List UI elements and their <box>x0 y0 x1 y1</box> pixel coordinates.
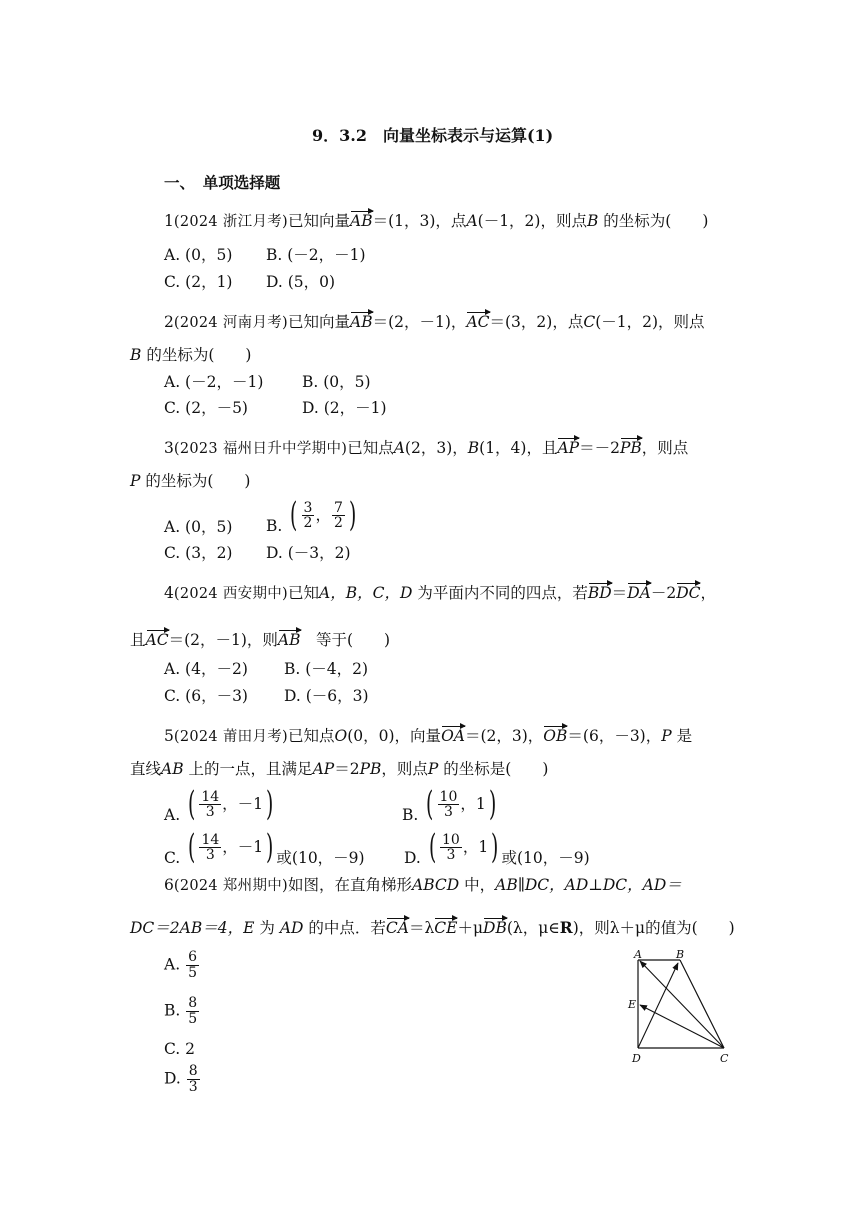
question-text: 的坐标是( ) <box>443 760 549 778</box>
right-bracket: ) <box>266 784 274 825</box>
option-label: D. <box>404 849 421 867</box>
fraction: $\frac{10}{3}$ <box>439 788 458 821</box>
question-text: (－1，2)，则点 <box>477 212 587 230</box>
fraction: $\frac{14}{3}$ <box>201 831 220 864</box>
question-text: 等于( ) <box>300 631 391 649</box>
option-d: D. (2，－1) <box>302 399 387 417</box>
question-text: ，则点 <box>381 760 428 778</box>
option-label: B. <box>266 517 283 535</box>
vector-ap: AP <box>557 439 580 457</box>
question-text: 是 <box>676 727 693 745</box>
vector-da: DA <box>627 584 651 602</box>
left-bracket: ( <box>428 827 437 868</box>
option-label: B. <box>402 806 419 824</box>
question-2 <box>164 315 705 331</box>
option-a: A. (0，5) <box>164 246 233 264</box>
option-a: A. (0，5) <box>164 518 233 536</box>
option-b: B. (0，5) <box>302 373 371 391</box>
point-label: B <box>130 346 142 364</box>
vector-ob: OB <box>543 727 568 745</box>
question-number: 6 <box>164 876 174 894</box>
page-title: 9．3.2 向量坐标表示与运算(1) <box>312 126 554 145</box>
fraction: $\frac{8}{3}$ <box>188 1063 198 1095</box>
question-6-line-2 <box>130 920 735 937</box>
vector-pb: PB <box>619 439 642 457</box>
vector-ce: CE <box>434 919 458 937</box>
coordinate-rest: ，－1 <box>222 795 264 813</box>
fraction: $\frac{3}{2}$ <box>303 499 313 532</box>
question-text: ＝(2，3)， <box>464 727 544 745</box>
vector-db-line <box>638 963 678 1048</box>
coordinate-rest: ，1 <box>460 795 486 813</box>
question-source: (2024 浙江月考) <box>173 214 288 230</box>
option-a <box>164 950 200 980</box>
coordinate-rest: ，－1 <box>222 838 264 856</box>
point-label: B <box>586 212 599 230</box>
question-text: (2，3)， <box>404 439 468 457</box>
question-3-line-2 <box>130 474 250 490</box>
left-bracket: ( <box>290 495 298 536</box>
question-text: ，则点 <box>641 439 689 457</box>
left-bracket: ( <box>426 784 434 825</box>
trapezoid-figure <box>620 948 760 1068</box>
point-label: P <box>427 760 439 778</box>
label-a: A <box>634 948 642 961</box>
coordinate <box>423 784 499 825</box>
vector-ab: AB <box>277 631 301 649</box>
operator: －2 <box>650 584 677 602</box>
question-text: ＝(1，3)，点 <box>372 212 467 230</box>
point-list: A，B，C，D <box>319 584 413 602</box>
fraction-pair <box>287 495 359 536</box>
segment-label: AP <box>312 760 335 778</box>
question-2-line-2 <box>130 348 251 364</box>
option-c: C. (3，2) <box>164 544 233 562</box>
question-text: 的坐标为( ) <box>145 472 251 490</box>
right-bracket: ) <box>348 495 357 536</box>
vector-ac: AC <box>466 313 490 331</box>
question-text: 且 <box>130 631 146 649</box>
option-label: D. <box>164 1069 181 1088</box>
shape-label: ABCD <box>412 876 460 894</box>
question-1 <box>164 214 708 230</box>
question-text: ＝－2 <box>579 439 620 457</box>
question-text: 如图，在直角梯形 <box>288 876 413 894</box>
option-alt: 或(10，－9) <box>501 849 590 867</box>
question-text: 的坐标为( ) <box>603 212 709 230</box>
question-text: )，则λ＋μ的值为( ) <box>572 919 735 937</box>
option-d <box>164 1064 201 1094</box>
option-d: D. (5，0) <box>266 273 336 291</box>
option-b: B. (－2，－1) <box>266 246 366 264</box>
point-label: P <box>661 727 672 745</box>
question-text: ＝(2，－1)，则 <box>168 631 278 649</box>
fraction: $\frac{14}{3}$ <box>201 788 220 821</box>
point-label: O <box>334 727 348 745</box>
real-set: R <box>559 918 573 937</box>
question-number: 2 <box>164 313 174 331</box>
question-text: (－1，2)，则点 <box>595 313 705 331</box>
question-number: 4 <box>164 584 174 602</box>
label-b: B <box>676 948 685 961</box>
question-text: ＝2 <box>334 760 360 778</box>
vector-dc: DC <box>676 584 701 602</box>
question-number: 1 <box>164 212 174 230</box>
section-heading: 一、 单项选择题 <box>164 173 281 192</box>
vector-bd: BD <box>587 584 612 602</box>
option-c <box>164 829 365 867</box>
question-source: (2024 莆田月考) <box>173 729 288 745</box>
option-c: C. (2，1) <box>164 273 233 291</box>
question-text: 直线 <box>130 760 162 778</box>
vector-ab: AB <box>350 313 373 331</box>
option-b <box>164 996 200 1026</box>
right-bracket: ) <box>266 827 274 868</box>
point-label: A <box>393 439 405 457</box>
option-a <box>164 786 276 824</box>
question-text: ＝(6，－3)， <box>567 727 662 745</box>
question-3 <box>164 441 688 457</box>
coordinate <box>185 827 276 868</box>
fraction: $\frac{10}{3}$ <box>442 831 460 864</box>
question-text: ＝(3，2)，点 <box>489 313 584 331</box>
right-bracket: ) <box>491 827 499 868</box>
vector-ac: AC <box>145 631 169 649</box>
question-text: (λ，μ∈ <box>506 919 560 937</box>
coordinate-rest: ，1 <box>462 838 489 856</box>
question-text: 为平面内不同的四点，若 <box>417 584 588 602</box>
fraction: $\frac{6}{5}$ <box>188 949 197 981</box>
question-text: 上的一点，且满足 <box>188 760 313 778</box>
question-text: ＝(2，－1)， <box>372 313 467 331</box>
question-5 <box>164 729 692 745</box>
question-5-line-2 <box>130 762 548 778</box>
option-a: A. (4，－2) <box>164 660 248 678</box>
question-text: 已知向量 <box>288 313 351 331</box>
question-text: 已知 <box>288 584 320 602</box>
option-d <box>404 829 590 867</box>
option-b <box>402 786 499 824</box>
segment-label: AB <box>161 760 184 778</box>
option-d: D. (－3，2) <box>266 544 351 562</box>
question-source: (2024 河南月考) <box>173 315 288 331</box>
separator: ， <box>315 506 331 524</box>
question-source: (2024 西安期中) <box>173 586 288 602</box>
question-source: (2024 郑州期中) <box>173 878 288 894</box>
coordinate <box>426 827 502 868</box>
question-text: 已知向量 <box>288 212 351 230</box>
label-d: D <box>632 1052 641 1065</box>
coordinate <box>185 784 276 825</box>
question-text: ， <box>700 584 716 602</box>
option-label: A. <box>164 955 181 974</box>
question-text: (1，4)，且 <box>479 439 558 457</box>
question-6 <box>164 878 682 894</box>
left-bracket: ( <box>188 827 196 868</box>
left-bracket: ( <box>188 784 196 825</box>
question-text: 的中点．若 <box>308 919 386 937</box>
option-label: A. <box>164 806 181 824</box>
question-4-line-2 <box>130 633 390 649</box>
vector-ca-line <box>640 961 724 1048</box>
point-label: P <box>130 472 141 490</box>
option-c: C. 2 <box>164 1040 196 1058</box>
question-text: ＝λ <box>408 919 435 937</box>
option-label: B. <box>164 1001 181 1020</box>
right-bracket: ) <box>488 784 497 825</box>
question-number: 5 <box>164 727 174 745</box>
question-number: 3 <box>164 439 174 457</box>
point-label: B <box>467 439 480 457</box>
point-label: A <box>466 212 478 230</box>
label-c: C <box>720 1052 729 1065</box>
vector-ce-line <box>640 1005 724 1048</box>
option-b: B. (－4，2) <box>284 660 369 678</box>
option-alt: 或(10，－9) <box>276 849 365 867</box>
operator: ＝ <box>611 584 628 602</box>
question-4 <box>164 586 716 602</box>
segment-label: PB <box>359 760 382 778</box>
question-text: 中， <box>464 876 496 894</box>
question-text: 已知点 <box>288 727 335 745</box>
option-c: C. (6，－3) <box>164 687 248 705</box>
question-source: (2023 福州日升中学期中) <box>173 441 348 457</box>
label-e: E <box>628 998 637 1011</box>
fraction: $\frac{8}{5}$ <box>188 995 198 1027</box>
point-label: C <box>583 313 596 331</box>
option-label: C. <box>164 849 181 867</box>
option-b <box>266 497 359 535</box>
condition-text: DC＝2AB＝4，E <box>130 919 255 937</box>
option-a: A. (－2，－1) <box>164 373 264 391</box>
vector-ab: AB <box>350 212 373 230</box>
question-text: 已知点 <box>347 439 394 457</box>
question-text: ＋μ <box>457 919 484 937</box>
condition-text: AB∥DC，AD⊥DC，AD＝ <box>495 876 682 894</box>
vector-oa: OA <box>441 727 465 745</box>
vector-db: DB <box>483 919 507 937</box>
segment-label: AD <box>279 919 304 937</box>
fraction: $\frac{7}{2}$ <box>333 499 343 532</box>
option-c: C. (2，－5) <box>164 399 248 417</box>
side-bc <box>680 960 724 1048</box>
option-d: D. (－6，3) <box>284 687 369 705</box>
question-text: 的坐标为( ) <box>146 346 252 364</box>
vector-ca: CA <box>385 919 409 937</box>
question-text: (0，0)，向量 <box>347 727 442 745</box>
question-text: 为 <box>259 919 275 937</box>
